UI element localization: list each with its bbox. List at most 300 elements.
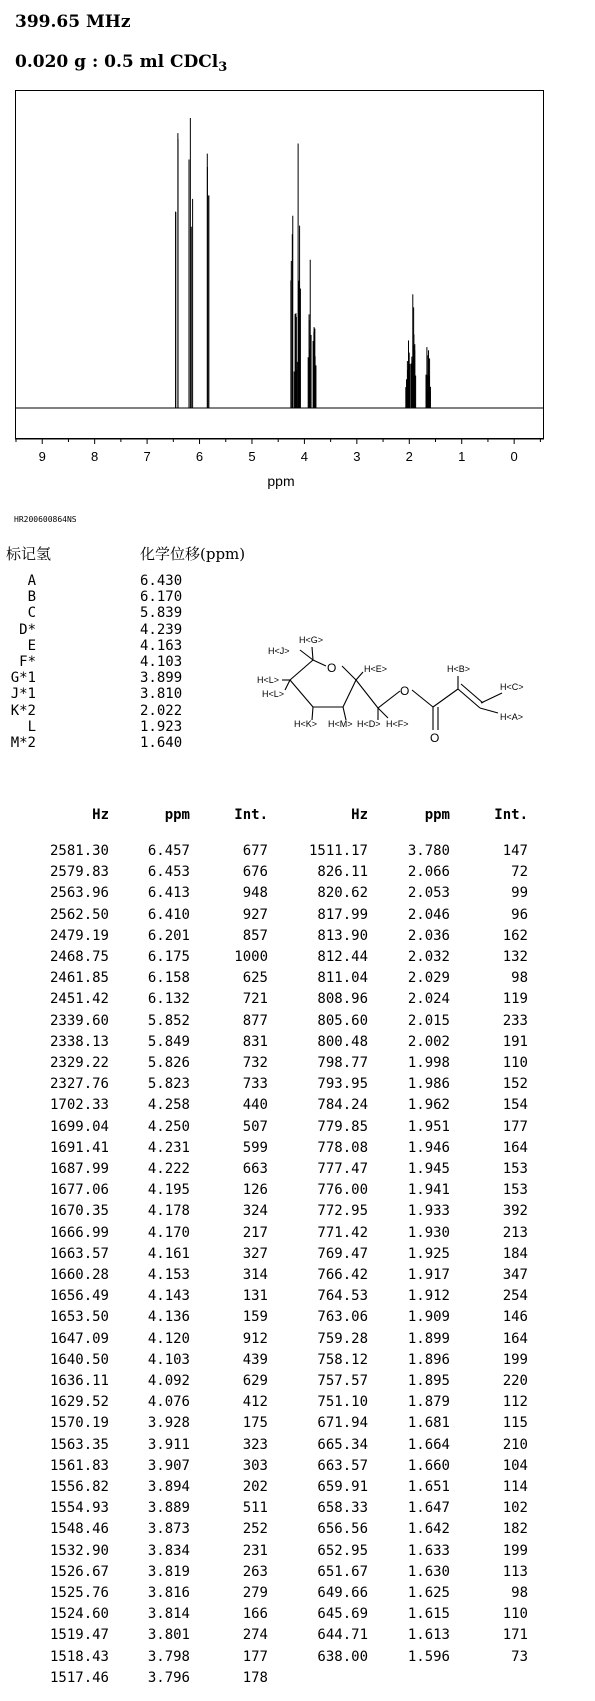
peak-cell: 3.819 [147,1563,190,1580]
peak-cell: 629 [242,1373,268,1389]
peak-cell: 4.120 [147,1330,190,1347]
peak-header-ppm: ppm [164,807,190,823]
peak-cell: 2.036 [407,927,450,944]
peak-cell: 1670.35 [49,1203,109,1220]
peak-cell: 813.90 [317,927,368,944]
peak-cell: 2.015 [407,1012,450,1029]
peak-cell: 3.816 [147,1585,190,1601]
peak-cell: 327 [242,1245,268,1262]
peak-cell: 1525.76 [49,1585,109,1601]
sample-text: 0.020 g : 0.5 ml CDCl [15,52,219,72]
peak-cell: 210 [502,1436,528,1453]
assignment-label: C [27,605,36,622]
peak-cell: 1524.60 [49,1606,109,1623]
peak-cell: 811.04 [317,970,368,987]
assignment-label: L [27,718,36,735]
peak-cell: 4.170 [147,1224,190,1241]
peak-cell: 1556.82 [49,1479,109,1495]
peak-cell: 6.410 [147,906,190,923]
peak-cell: 217 [242,1224,268,1241]
x-tick-label: 4 [300,449,309,464]
peak-cell: 154 [502,1097,528,1114]
peak-cell: 6.175 [147,949,190,965]
peak-cell: 784.24 [317,1097,368,1114]
peak-cell: 1.615 [407,1606,450,1623]
peak-cell: 663.57 [317,1457,368,1474]
peak-cell: 104 [502,1457,528,1474]
peak-cell: 177 [502,1118,528,1135]
peak-cell: 159 [242,1309,268,1326]
peak-cell: 4.250 [147,1118,190,1135]
assign-header-shift: 化学位移(ppm) [140,545,246,563]
peak-cell: 5.849 [147,1033,190,1050]
peak-cell: 3.798 [147,1648,190,1665]
peak-cell: 2.053 [407,885,450,902]
peak-cell: 115 [502,1415,528,1432]
peak-cell: 1.909 [407,1309,450,1326]
peak-cell: 4.231 [147,1139,190,1156]
peak-cell: 671.94 [317,1415,368,1432]
x-tick-label: 1 [458,449,466,464]
peak-cell: 1699.04 [49,1118,109,1135]
peak-cell: 1.879 [407,1394,450,1411]
peak-cell: 857 [242,927,268,944]
x-tick-label: 7 [143,449,151,464]
peak-cell: 72 [511,864,528,881]
peak-cell: 177 [242,1648,268,1665]
peak-cell: 665.34 [317,1436,368,1453]
peak-cell: 778.08 [317,1139,368,1156]
peak-cell: 1.946 [407,1139,450,1156]
peak-cell: 805.60 [317,1012,368,1029]
peak-cell: 1656.49 [49,1288,109,1305]
assignment-shift: 1.923 [140,718,183,735]
peak-cell: 776.00 [317,1182,368,1199]
x-tick-label: 6 [195,449,204,464]
peak-cell: 1640.50 [49,1351,109,1368]
peak-cell: 1563.35 [49,1436,109,1453]
peak-cell: 153 [502,1182,528,1199]
peak-cell: 98 [511,970,528,987]
x-tick-label: 2 [405,449,413,464]
peak-cell: 779.85 [317,1118,368,1135]
assignment-label: E [27,637,36,654]
peak-cell: 113 [502,1563,528,1580]
h-label-l2: H<L> [262,689,285,699]
spectrometer-frequency: 399.65 MHz [15,12,131,32]
peak-cell: 1.899 [407,1330,450,1347]
peak-cell: 663 [242,1161,268,1177]
peak-cell: 213 [502,1224,528,1241]
peak-cell: 263 [242,1563,268,1580]
ring-oxygen: O [327,661,337,675]
peak-cell: 3.801 [147,1627,190,1644]
peak-cell: 178 [242,1669,268,1686]
peak-cell: 1526.67 [49,1563,109,1580]
peak-cell: 324 [242,1203,268,1220]
ester-oxygen: O [400,684,410,698]
peak-cell: 800.48 [317,1033,368,1050]
assignment-shift: 6.430 [140,573,183,589]
peak-cell: 2461.85 [49,970,109,987]
peak-cell: 651.67 [317,1563,368,1580]
peak-cell: 721 [242,991,268,1008]
peak-cell: 2327.76 [49,1076,109,1093]
assignment-shift: 5.839 [140,605,183,622]
peak-cell: 927 [242,906,268,923]
peak-header-ppm: ppm [424,807,450,823]
peak-cell: 3.796 [147,1669,190,1686]
peak-cell: 3.834 [147,1542,190,1559]
peak-cell: 1000 [234,949,268,965]
peak-cell: 323 [242,1436,268,1453]
peak-cell: 131 [242,1288,268,1305]
peak-cell: 99 [511,885,528,902]
peak-cell: 119 [502,991,528,1008]
peak-cell: 507 [242,1118,268,1135]
h-label-e: H<E> [364,664,388,674]
nmr-spectrum-chart [0,90,595,500]
peak-cell: 1.651 [407,1479,450,1495]
peak-cell: 766.42 [317,1267,368,1283]
peak-cell: 831 [242,1033,268,1050]
peak-cell: 1.596 [407,1648,450,1665]
plot-frame [16,91,544,439]
peak-cell: 347 [502,1267,528,1283]
h-label-c: H<C> [500,682,524,692]
peak-cell: 1.633 [407,1542,450,1559]
peak-cell: 2.066 [407,864,450,881]
peak-cell: 1561.83 [49,1457,109,1474]
peak-cell: 4.222 [147,1161,190,1177]
peak-cell: 6.453 [147,864,190,881]
peak-cell: 1636.11 [49,1373,109,1389]
peak-cell: 152 [502,1076,528,1093]
peak-cell: 1.613 [407,1627,450,1644]
peak-cell: 659.91 [317,1479,368,1495]
peak-cell: 808.96 [317,991,368,1008]
peak-cell: 758.12 [317,1351,368,1368]
peak-cell: 1518.43 [49,1648,109,1665]
peak-header-int: Int. [234,807,268,823]
peak-cell: 4.143 [147,1288,190,1305]
peak-cell: 96 [511,906,528,923]
peak-cell: 102 [502,1500,528,1517]
peak-cell: 98 [511,1585,528,1601]
peak-cell: 110 [502,1606,528,1623]
peak-cell: 677 [242,843,268,859]
peak-cell: 5.826 [147,1055,190,1071]
peak-cell: 1.660 [407,1457,450,1474]
assign-header-h: 标记氢 [6,545,52,563]
peak-header-hz: Hz [92,807,109,823]
peak-cell: 793.95 [317,1076,368,1093]
peak-cell: 2.002 [407,1033,450,1050]
peak-cell: 912 [242,1330,268,1347]
peak-cell: 1519.47 [49,1627,109,1644]
peak-cell: 1.642 [407,1521,450,1538]
peak-cell: 126 [242,1182,268,1199]
peak-cell: 1.930 [407,1224,450,1241]
peak-cell: 1.986 [407,1076,450,1093]
peak-cell: 652.95 [317,1542,368,1559]
assignment-shift: 4.163 [140,637,183,654]
peak-cell: 2.029 [407,970,450,987]
peak-cell: 1517.46 [49,1669,109,1686]
peak-cell: 4.153 [147,1267,190,1283]
peak-cell: 1653.50 [49,1309,109,1326]
peak-cell: 1532.90 [49,1542,109,1559]
peak-cell: 757.57 [317,1373,368,1389]
peak-cell: 199 [502,1351,528,1368]
x-tick-group [16,439,540,464]
peak-cell: 1.941 [407,1182,450,1199]
assignment-shift: 3.899 [140,670,183,687]
peak-cell: 1647.09 [49,1330,109,1347]
x-tick-label: 5 [248,449,256,464]
peak-cell: 4.258 [147,1097,190,1114]
peak-cell: 1666.99 [49,1224,109,1241]
peak-cell: 5.852 [147,1012,190,1029]
peak-cell: 1.647 [407,1500,450,1517]
assignment-shift: 3.810 [140,686,183,703]
peak-cell: 6.132 [147,991,190,1008]
peak-cell: 772.95 [317,1203,368,1220]
peak-cell: 1.896 [407,1351,450,1368]
x-tick-label: 9 [38,449,46,464]
peak-cell: 114 [502,1479,528,1495]
assignment-shift: 1.640 [140,735,183,751]
peak-cell: 112 [502,1394,528,1411]
peak-cell: 1660.28 [49,1267,109,1283]
assignment-label: A [27,573,36,589]
peak-cell: 2451.42 [49,991,109,1008]
peak-cell: 771.42 [317,1224,368,1241]
structure-diagram [257,625,565,755]
peak-cell: 820.62 [317,885,368,902]
peak-cell: 4.178 [147,1203,190,1220]
peak-cell: 6.413 [147,885,190,902]
peak-cell: 2339.60 [49,1012,109,1029]
peak-cell: 2563.96 [49,885,109,902]
peak-cell: 1687.99 [49,1161,109,1177]
h-label-d: H<D> [357,719,381,729]
peak-cell: 3.928 [147,1415,190,1432]
h-label-m: H<M> [328,719,353,729]
peak-cell: 644.71 [317,1627,368,1644]
x-tick-label: 8 [91,449,99,464]
carbonyl-oxygen: O [430,731,440,745]
assignment-shift: 2.022 [140,702,183,719]
peak-cell: 182 [502,1521,528,1538]
peak-cell: 279 [242,1585,268,1601]
peak-cell: 877 [242,1012,268,1029]
h-label-k: H<K> [294,719,318,729]
peak-cell: 153 [502,1161,528,1177]
peak-cell: 1702.33 [49,1097,109,1114]
peak-cell: 1570.19 [49,1415,109,1432]
assignment-label: J*1 [10,686,36,703]
peak-cell: 2338.13 [49,1033,109,1050]
h-label-a: H<A> [500,712,524,722]
assignment-label: B [27,589,36,606]
peak-cell: 798.77 [317,1055,368,1071]
peak-cell: 314 [242,1267,268,1283]
assignment-label: F* [19,654,36,670]
assignment-label: M*2 [10,735,36,751]
assignment-label: G*1 [10,670,36,687]
peak-cell: 254 [502,1288,528,1305]
assignment-shift: 4.239 [140,621,183,638]
peak-cell: 676 [242,864,268,881]
x-tick-label: 3 [353,449,361,464]
peak-cell: 164 [502,1139,528,1156]
peak-cell: 175 [242,1415,268,1432]
peak-cell: 599 [242,1139,268,1156]
peak-cell: 4.136 [147,1309,190,1326]
peak-cell: 3.780 [407,843,450,859]
sample-subscript: 3 [218,60,228,75]
peak-cell: 3.907 [147,1457,190,1474]
peak-cell: 233 [502,1012,528,1029]
peak-cell: 2579.83 [49,864,109,881]
peak-cell: 2329.22 [49,1055,109,1071]
peak-cell: 3.873 [147,1521,190,1538]
peak-cell: 812.44 [317,949,368,965]
peak-cell: 3.889 [147,1500,190,1517]
peak-cell: 3.894 [147,1479,190,1495]
peak-cell: 274 [242,1627,268,1644]
peak-cell: 1548.46 [49,1521,109,1538]
peak-cell: 6.457 [147,843,190,859]
peak-cell: 164 [502,1330,528,1347]
h-label-f: H<F> [386,719,409,729]
peak-cell: 2581.30 [49,843,109,859]
peak-header-int: Int. [494,807,528,823]
peak-cell: 759.28 [317,1330,368,1347]
peak-cell: 440 [242,1097,268,1114]
peak-cell: 4.195 [147,1182,190,1199]
peak-cell: 2.032 [407,949,450,965]
peak-cell: 6.201 [147,927,190,944]
peak-cell: 649.66 [317,1585,368,1601]
h-label-b: H<B> [447,664,471,674]
peak-cell: 769.47 [317,1245,368,1262]
peak-cell: 392 [502,1203,528,1220]
h-label-g: H<G> [299,635,324,645]
peak-cell: 4.103 [147,1351,190,1368]
peak-cell: 220 [502,1373,528,1389]
peak-cell: 777.47 [317,1161,368,1177]
peak-cell: 412 [242,1394,268,1411]
peak-cell: 2468.75 [49,949,109,965]
peak-cell: 1.917 [407,1267,450,1283]
peak-cell: 166 [242,1606,268,1623]
peak-cell: 826.11 [317,864,368,881]
peak-cell: 2562.50 [49,906,109,923]
h-label-j: H<J> [268,646,290,656]
peak-cell: 2.046 [407,906,450,923]
peak-cell: 252 [242,1521,268,1538]
peak-cell: 184 [502,1245,528,1262]
peak-cell: 1.630 [407,1563,450,1580]
peak-cell: 1.664 [407,1436,450,1453]
peak-cell: 1677.06 [49,1182,109,1199]
peak-cell: 1.925 [407,1245,450,1262]
peak-cell: 1629.52 [49,1394,109,1411]
peak-cell: 1.962 [407,1097,450,1114]
assignment-shift: 6.170 [140,589,183,606]
peak-cell: 4.076 [147,1394,190,1411]
peak-cell: 3.814 [147,1606,190,1623]
peak-cell: 2479.19 [49,927,109,944]
peak-cell: 6.158 [147,970,190,987]
x-axis-label: ppm [267,473,295,489]
peak-cell: 4.092 [147,1373,190,1389]
peak-cell: 763.06 [317,1309,368,1326]
peak-cell: 511 [242,1500,268,1517]
sample-concentration [15,52,228,75]
peak-cell: 1.933 [407,1203,450,1220]
peak-cell: 733 [242,1076,268,1093]
peak-header-hz: Hz [351,807,368,823]
peak-cell: 645.69 [317,1606,368,1623]
peak-cell: 110 [502,1055,528,1071]
peak-cell: 764.53 [317,1288,368,1305]
assignment-shift: 4.103 [140,654,183,670]
peak-cell: 147 [502,843,528,859]
peak-cell: 638.00 [317,1648,368,1665]
peak-cell: 656.56 [317,1521,368,1538]
peak-cell: 199 [502,1542,528,1559]
peak-cell: 732 [242,1055,268,1071]
peak-cell: 1511.17 [308,843,368,859]
peak-cell: 303 [242,1457,268,1474]
peak-cell: 625 [242,970,268,987]
x-tick-label: 0 [510,449,518,464]
peak-cell: 1.912 [407,1288,450,1305]
peak-cell: 1.625 [407,1585,450,1601]
peak-group [176,118,431,408]
peak-cell: 191 [502,1033,528,1050]
peak-cell: 1.681 [407,1415,450,1432]
peak-cell: 4.161 [147,1245,190,1262]
peak-cell: 5.823 [147,1076,190,1093]
assignment-label: D* [19,621,36,638]
peak-cell: 202 [242,1479,268,1495]
peak-cell: 2.024 [407,991,450,1008]
peak-cell: 73 [511,1648,528,1665]
peak-cell: 3.911 [147,1436,190,1453]
peak-cell: 231 [242,1542,268,1559]
peak-cell: 948 [242,885,268,902]
peak-cell: 817.99 [317,906,368,923]
peak-cell: 146 [502,1309,528,1326]
peak-cell: 751.10 [317,1394,368,1411]
peak-cell: 1.945 [407,1161,450,1177]
peak-cell: 1.998 [407,1055,450,1071]
peak-cell: 439 [242,1351,268,1368]
peak-cell: 1.895 [407,1373,450,1389]
peak-cell: 171 [502,1627,528,1644]
peak-cell: 162 [502,927,528,944]
h-label-l1: H<L> [257,675,280,685]
assignment-label: K*2 [10,702,36,719]
peak-cell: 1663.57 [49,1245,109,1262]
peak-cell: 1691.41 [49,1139,109,1156]
peak-cell: 1554.93 [49,1500,109,1517]
spectrum-code: HR200600864NS [14,515,77,524]
